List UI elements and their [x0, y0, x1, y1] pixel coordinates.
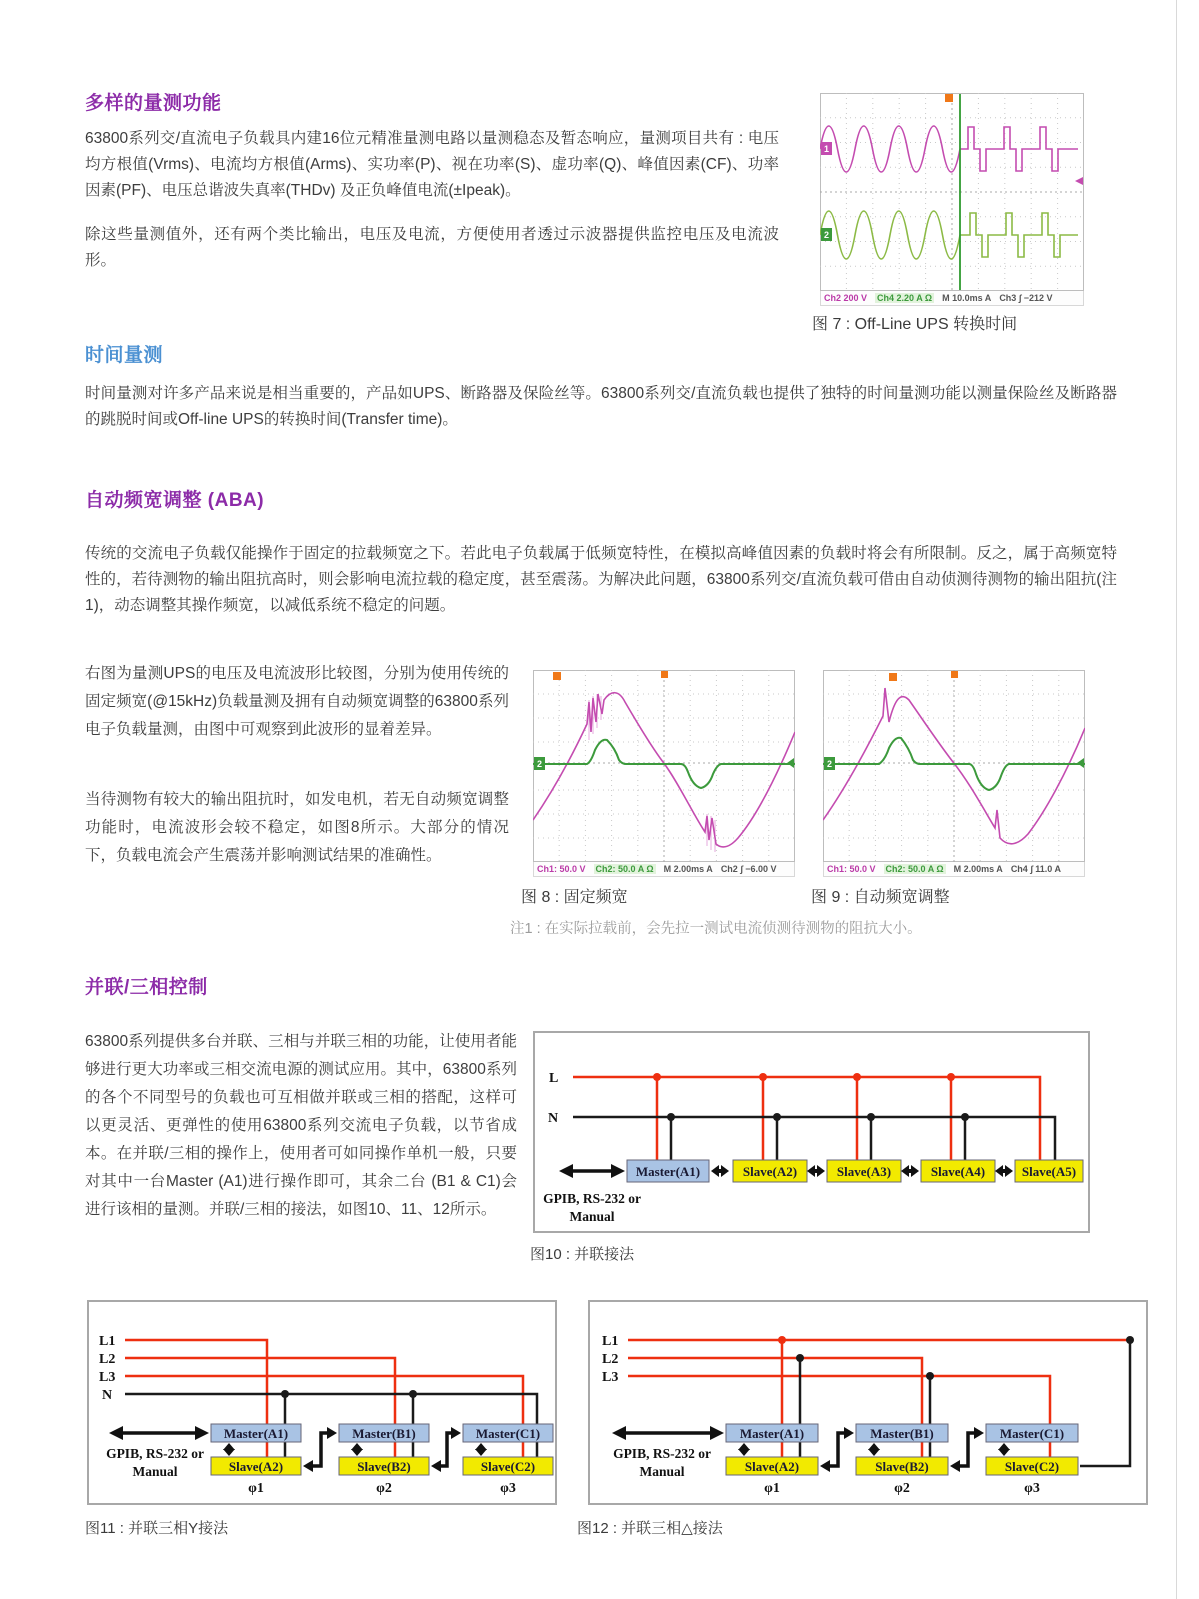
status-ch-a: Ch2 200 V: [824, 293, 868, 303]
figure-7-caption: 图 7 : Off-Line UPS 转换时间: [812, 316, 1018, 333]
parallel-connection-diagram: [535, 1033, 1088, 1231]
link-arrow-icon: [995, 1165, 1013, 1177]
chain-connector-icon: [303, 1427, 337, 1472]
status-ch-b: Ch4 2.20 A Ω: [877, 293, 933, 303]
status-trigger: Ch3 ∫ −212 V: [999, 293, 1053, 303]
phase-label-1: φ1: [248, 1481, 264, 1496]
paragraph-measurement-1: 63800系列交/直流电子负载具内建16位元精准量测电路以量测稳态及暂态响应，量测项目共有 : 电压均方根值(Vrms)、电流均方根值(Arms)、实功率(P)、视在功率(S)、虚功率(Q)、峰值因素(CF)、功率因素(PF)、电压总谐波失真率(THDv) 及正负峰值电流(±Ipeak)。: [85, 130, 779, 199]
status-timebase: M 2.00ms A: [663, 864, 713, 874]
svg-text:Slave(A2): Slave(A2): [742, 1164, 798, 1179]
section-heading-parallel: 并联/三相控制: [85, 977, 208, 998]
phase-label-3: φ3: [500, 1481, 516, 1496]
slave-a2-box: [733, 1160, 807, 1182]
svg-text:Master(A1): Master(A1): [739, 1426, 805, 1441]
paragraph-aba-3: 当待测物有较大的输出阻抗时，如发电机，若无自动频宽调整功能时，电流波形会较不稳定，如图8所示。大部分的情况下，负载电流会产生震荡并影响测试结果的准确性。: [85, 791, 509, 864]
ch2-marker-icon: [534, 757, 545, 770]
slave-a2-box: [726, 1457, 818, 1475]
svg-text:2: 2: [537, 759, 543, 769]
status-trigger: Ch4 ∫ 11.0 A: [1010, 864, 1061, 874]
section-heading-measurement: 多样的量测功能: [85, 93, 222, 114]
trigger-marker-icon: [889, 673, 897, 681]
line-bus-n: [573, 1117, 1055, 1160]
svg-text:Master(B1): Master(B1): [352, 1426, 416, 1441]
scope-figure-8: [533, 670, 795, 877]
master-a1-box: [627, 1160, 709, 1182]
paragraph-time: 时间量测对许多产品来说是相当重要的，产品如UPS、断路器及保险丝等。63800系列交/直流负载也提供了独特的时间量测功能以测量保险丝及断路器的跳脱时间或Off-line UPS的转换时间(Transfer time)。: [85, 385, 1117, 428]
control-label-2: Manual: [132, 1464, 178, 1479]
scope-status-bar: [820, 291, 1084, 306]
svg-text:Master(C1): Master(C1): [475, 1426, 541, 1441]
paragraph-aba-2: 右图为量测UPS的电压及电流波形比较图，分别为使用传统的固定频宽(@15kHz)负载量测及拥有自动频宽调整的63800系列电子负载量测，由图中可观察到此波形的显着差异。: [85, 665, 509, 738]
master-slave-arrow-icon: [351, 1443, 363, 1456]
link-arrow-icon: [807, 1165, 825, 1177]
master-c1-box: [463, 1424, 553, 1442]
bus-label-n: N: [102, 1388, 113, 1403]
trigger-marker-icon: [951, 671, 958, 678]
svg-text:1: 1: [824, 144, 830, 154]
status-trigger: Ch2 ∫ −6.00 V: [720, 864, 777, 874]
svg-text:Master(A1): Master(A1): [635, 1164, 701, 1179]
svg-text:Slave(B2): Slave(B2): [875, 1459, 929, 1474]
bus-label-n: N: [548, 1111, 559, 1126]
diagram-figure-11: [87, 1300, 557, 1505]
master-slave-arrow-icon: [738, 1443, 750, 1456]
status-ch-a: Ch1: 50.0 V: [537, 864, 586, 874]
control-label-2: Manual: [569, 1209, 615, 1224]
figure-9-caption: 图 9 : 自动频宽调整: [811, 889, 950, 906]
master-b1-box: [339, 1424, 429, 1442]
master-c1-box: [986, 1424, 1078, 1442]
bus-label-l1: L1: [99, 1334, 116, 1349]
slave-c2-box: [986, 1457, 1078, 1475]
page-edge-line: [1176, 0, 1177, 1599]
gpib-link-arrow-icon: [559, 1164, 625, 1178]
master-slave-arrow-icon: [223, 1443, 235, 1456]
master-slave-arrow-icon: [475, 1443, 487, 1456]
chain-connector-icon: [950, 1427, 984, 1472]
diagram-figure-10: [533, 1031, 1090, 1233]
line-l1-return: [1080, 1340, 1130, 1466]
bus-label-l3: L3: [602, 1370, 619, 1385]
bus-label-l3: L3: [99, 1370, 116, 1385]
svg-text:Slave(C2): Slave(C2): [480, 1459, 536, 1474]
slave-b2-box: [339, 1457, 429, 1475]
phase-label-3: φ3: [1024, 1481, 1040, 1496]
figure-12-caption: 图12 : 并联三相△接法: [577, 1520, 723, 1537]
trigger-marker-icon: [945, 94, 953, 102]
slave-a4-box: [921, 1160, 995, 1182]
line-n-drops: [671, 1117, 965, 1160]
svg-text:Slave(A2): Slave(A2): [744, 1459, 800, 1474]
bus-label-l2: L2: [99, 1352, 116, 1367]
link-arrow-icon: [711, 1165, 729, 1177]
diagram-figure-12: [588, 1300, 1148, 1505]
junction-dot-l1: [778, 1336, 786, 1344]
svg-text:2: 2: [824, 230, 830, 240]
svg-text:Master(A1): Master(A1): [223, 1426, 289, 1441]
svg-text:2: 2: [827, 759, 833, 769]
ch1-marker-icon: [821, 142, 832, 155]
control-label-1: GPIB, RS-232 or: [613, 1446, 711, 1461]
ch2-marker-icon: [824, 757, 835, 770]
line-black-drops: [800, 1358, 930, 1462]
status-ch-a: Ch1: 50.0 V: [827, 864, 876, 874]
slave-b2-box: [856, 1457, 948, 1475]
link-arrow-icon: [901, 1165, 919, 1177]
ch2-marker-icon: [821, 228, 832, 241]
figure-11-caption: 图11 : 并联三相Y接法: [85, 1520, 229, 1537]
master-a1-box: [211, 1424, 301, 1442]
figure-10-caption: 图10 : 并联接法: [530, 1246, 635, 1263]
section-heading-time: 时间量测: [85, 345, 164, 366]
control-label-1: GPIB, RS-232 or: [106, 1446, 204, 1461]
paragraph-parallel: 63800系列提供多台并联、三相与并联三相的功能，让使用者能够进行更大功率或三相交流电源的测试应用。其中，63800系列的各个不同型号的负载也可互相做并联或三相的搭配，这样可以更灵活、更弹性的使用63800系列交流电子负载，以节省成本。在并联/三相的操作上，使用者可如同操作单机一般，只要对其中一台Master (A1)进行操作即可，其余二台 (B1 & C1)会进行该相的量测。并联/三相的接法，如图10、11、12所示。: [85, 1033, 517, 1218]
bus-label-l1: L1: [602, 1334, 619, 1349]
scope-waveform-graphic: [533, 670, 795, 862]
line-bus-l: [573, 1077, 1040, 1160]
bus-label-l2: L2: [602, 1352, 619, 1367]
master-slave-arrow-icon: [868, 1443, 880, 1456]
svg-text:Slave(A4): Slave(A4): [930, 1164, 986, 1179]
chain-connector-icon: [431, 1427, 461, 1472]
scope-status-bar: [823, 862, 1085, 877]
chain-connector-icon: [820, 1427, 854, 1472]
svg-text:Master(C1): Master(C1): [999, 1426, 1065, 1441]
status-ch-b: Ch2: 50.0 A Ω: [595, 864, 654, 874]
phase-label-1: φ1: [764, 1481, 780, 1496]
svg-text:Slave(A5): Slave(A5): [1021, 1164, 1077, 1179]
status-timebase: M 10.0ms A: [942, 293, 992, 303]
slave-a5-box: [1015, 1160, 1083, 1182]
svg-text:Slave(A2): Slave(A2): [228, 1459, 284, 1474]
status-timebase: M 2.00ms A: [953, 864, 1003, 874]
slave-a3-box: [827, 1160, 901, 1182]
scope-waveform-graphic: [823, 670, 1085, 862]
svg-text:Master(B1): Master(B1): [870, 1426, 934, 1441]
slave-c2-box: [463, 1457, 553, 1475]
paragraph-measurement-2: 除这些量测值外，还有两个类比输出，电压及电流，方便使用者透过示波器提供监控电压及电流波形。: [85, 226, 779, 269]
footnote-1: 注1 : 在实际拉载前，会先拉一测试电流侦测待测物的阻抗大小。: [510, 921, 922, 937]
control-label-2: Manual: [639, 1464, 685, 1479]
paragraph-aba-1: 传统的交流电子负载仅能操作于固定的拉载频宽之下。若此电子负载属于低频宽特性，在模拟高峰值因素的负载时将会有所限制。反之，属于高频宽特性的，若待测物的输出阻抗高时，则会影响电流拉载的稳定度，甚至震荡。为解决此问题，63800系列交/直流负载可借由自动侦测待测物的输出阻抗(注1)，动态调整其操作频宽，以减低系统不稳定的问题。: [85, 545, 1117, 614]
phase-label-2: φ2: [894, 1481, 910, 1496]
line-l-drops: [657, 1077, 951, 1160]
scope-waveform-graphic: [820, 93, 1084, 291]
section-heading-aba: 自动频宽调整 (ABA): [85, 490, 265, 511]
trigger-marker-icon: [553, 672, 561, 680]
scope-figure-7: [820, 93, 1084, 306]
gpib-link-arrow-icon: [612, 1426, 724, 1440]
phase-label-2: φ2: [376, 1481, 392, 1496]
master-b1-box: [856, 1424, 948, 1442]
control-label-1: GPIB, RS-232 or: [543, 1191, 641, 1206]
svg-text:Slave(C2): Slave(C2): [1004, 1459, 1060, 1474]
master-a1-box: [726, 1424, 818, 1442]
figure-8-caption: 图 8 : 固定频宽: [521, 889, 628, 906]
bus-label-l: L: [549, 1071, 559, 1086]
gpib-link-arrow-icon: [109, 1426, 209, 1440]
svg-text:Slave(B2): Slave(B2): [357, 1459, 411, 1474]
slave-a2-box: [211, 1457, 301, 1475]
scope-figure-9: [823, 670, 1085, 877]
scope-status-bar: [533, 862, 795, 877]
status-ch-b: Ch2: 50.0 A Ω: [885, 864, 944, 874]
master-slave-arrow-icon: [998, 1443, 1010, 1456]
three-phase-y-diagram: [89, 1302, 555, 1503]
trigger-marker-icon: [661, 671, 668, 678]
three-phase-delta-diagram: [590, 1302, 1146, 1503]
svg-text:Slave(A3): Slave(A3): [836, 1164, 892, 1179]
